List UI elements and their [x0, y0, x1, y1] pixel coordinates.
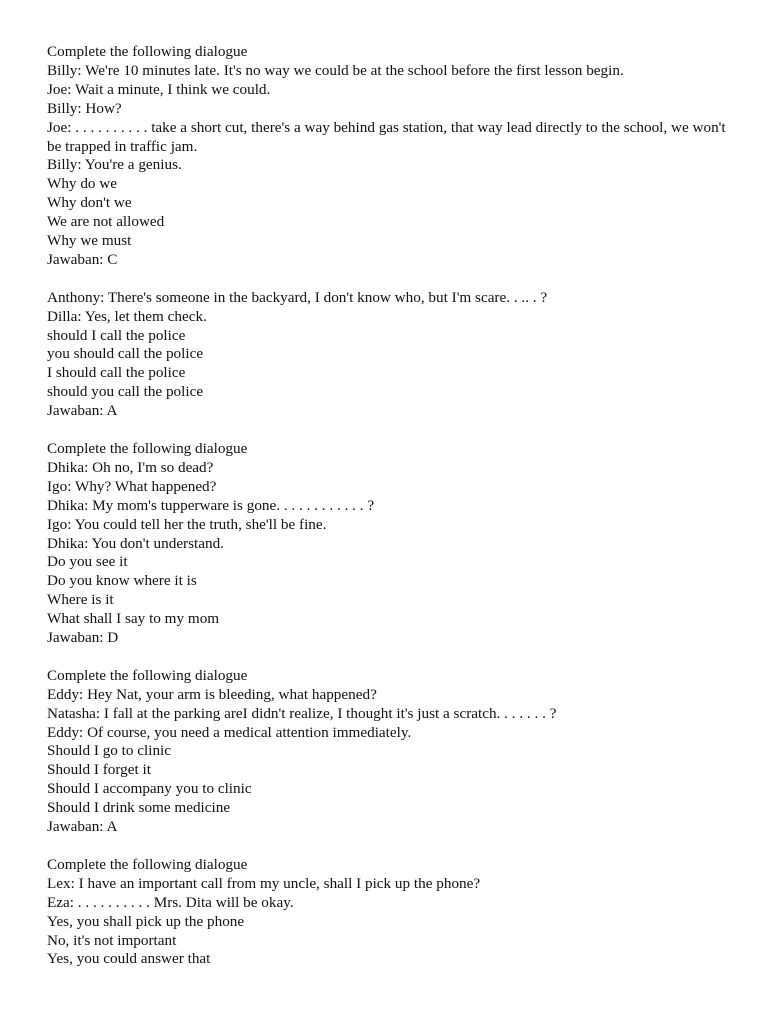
instruction-line: Complete the following dialogue [47, 666, 248, 684]
dialogue-line: Billy: How? [47, 99, 122, 117]
dialogue-line: Igo: Why? What happened? [47, 477, 217, 495]
option-line: Do you know where it is [47, 572, 197, 590]
document-page [47, 43, 737, 988]
option-line: should I call the police [47, 326, 186, 344]
option-line: Should I accompany you to clinic [47, 780, 252, 798]
dialogue-line: Billy: We're 10 minutes late. It's no way we could be at the school before the first lesson begin. [47, 61, 624, 79]
dialogue-line: Igo: You could tell her the truth, she'll be fine. [47, 515, 327, 533]
option-line: you should call the police [47, 345, 204, 363]
option-line: Why we must [47, 232, 132, 250]
answer-line: Jawaban: A [47, 402, 118, 420]
question-block-5 [47, 856, 737, 969]
option-line: Where is it [47, 591, 114, 609]
dialogue-line: Eza: . . . . . . . . . . Mrs. Dita will be okay. [47, 893, 294, 911]
answer-line: Jawaban: D [47, 629, 119, 647]
option-line: We are not allowed [47, 213, 165, 231]
dialogue-line: Anthony: There's someone in the backyard, I don't know who, but I'm scare. . .. . ? [47, 288, 548, 306]
instruction-line: Complete the following dialogue [47, 855, 248, 873]
question-block-3 [47, 440, 737, 648]
option-line: Yes, you could answer that [47, 950, 211, 968]
instruction-line: Complete the following dialogue [47, 440, 248, 457]
option-line: Should I forget it [47, 761, 151, 779]
instruction-line: Complete the following dialogue [47, 43, 248, 60]
option-line: Why do we [47, 175, 118, 193]
dialogue-line: Dhika: Oh no, I'm so dead? [47, 458, 214, 476]
answer-line: Jawaban: C [47, 250, 118, 268]
dialogue-line: Dilla: Yes, let them check. [47, 307, 207, 325]
option-line: Should I drink some medicine [47, 799, 231, 817]
option-line: should you call the police [47, 383, 204, 401]
option-line: No, it's not important [47, 931, 177, 949]
option-line: I should call the police [47, 364, 186, 382]
dialogue-line: Joe: Wait a minute, I think we could. [47, 80, 271, 98]
option-line: Should I go to clinic [47, 742, 172, 760]
question-block-2 [47, 289, 737, 421]
option-line: Do you see it [47, 553, 128, 571]
dialogue-line: Billy: You're a genius. [47, 156, 182, 174]
dialogue-line: Lex: I have an important call from my uncle, shall I pick up the phone? [47, 874, 481, 892]
dialogue-line: Natasha: I fall at the parking areI didn't realize, I thought it's just a scratch. . . . . . . ? [47, 704, 557, 722]
option-line: Why don't we [47, 194, 132, 212]
question-block-4 [47, 667, 737, 837]
option-line: Yes, you shall pick up the phone [47, 912, 245, 930]
option-line: What shall I say to my mom [47, 610, 220, 628]
dialogue-line: Dhika: You don't understand. [47, 534, 224, 552]
dialogue-line: Eddy: Of course, you need a medical attention immediately. [47, 723, 412, 741]
answer-line: Jawaban: A [47, 818, 118, 836]
dialogue-line: Eddy: Hey Nat, your arm is bleeding, what happened? [47, 685, 377, 703]
dialogue-line: Dhika: My mom's tupperware is gone. . . . . . . . . . . . ? [47, 496, 375, 514]
question-block-1 [47, 43, 737, 270]
dialogue-line: Joe: . . . . . . . . . . take a short cut, there's a way behind gas station, that way lead directly to the school, we won't be trapped in traffic jam. [47, 118, 730, 155]
